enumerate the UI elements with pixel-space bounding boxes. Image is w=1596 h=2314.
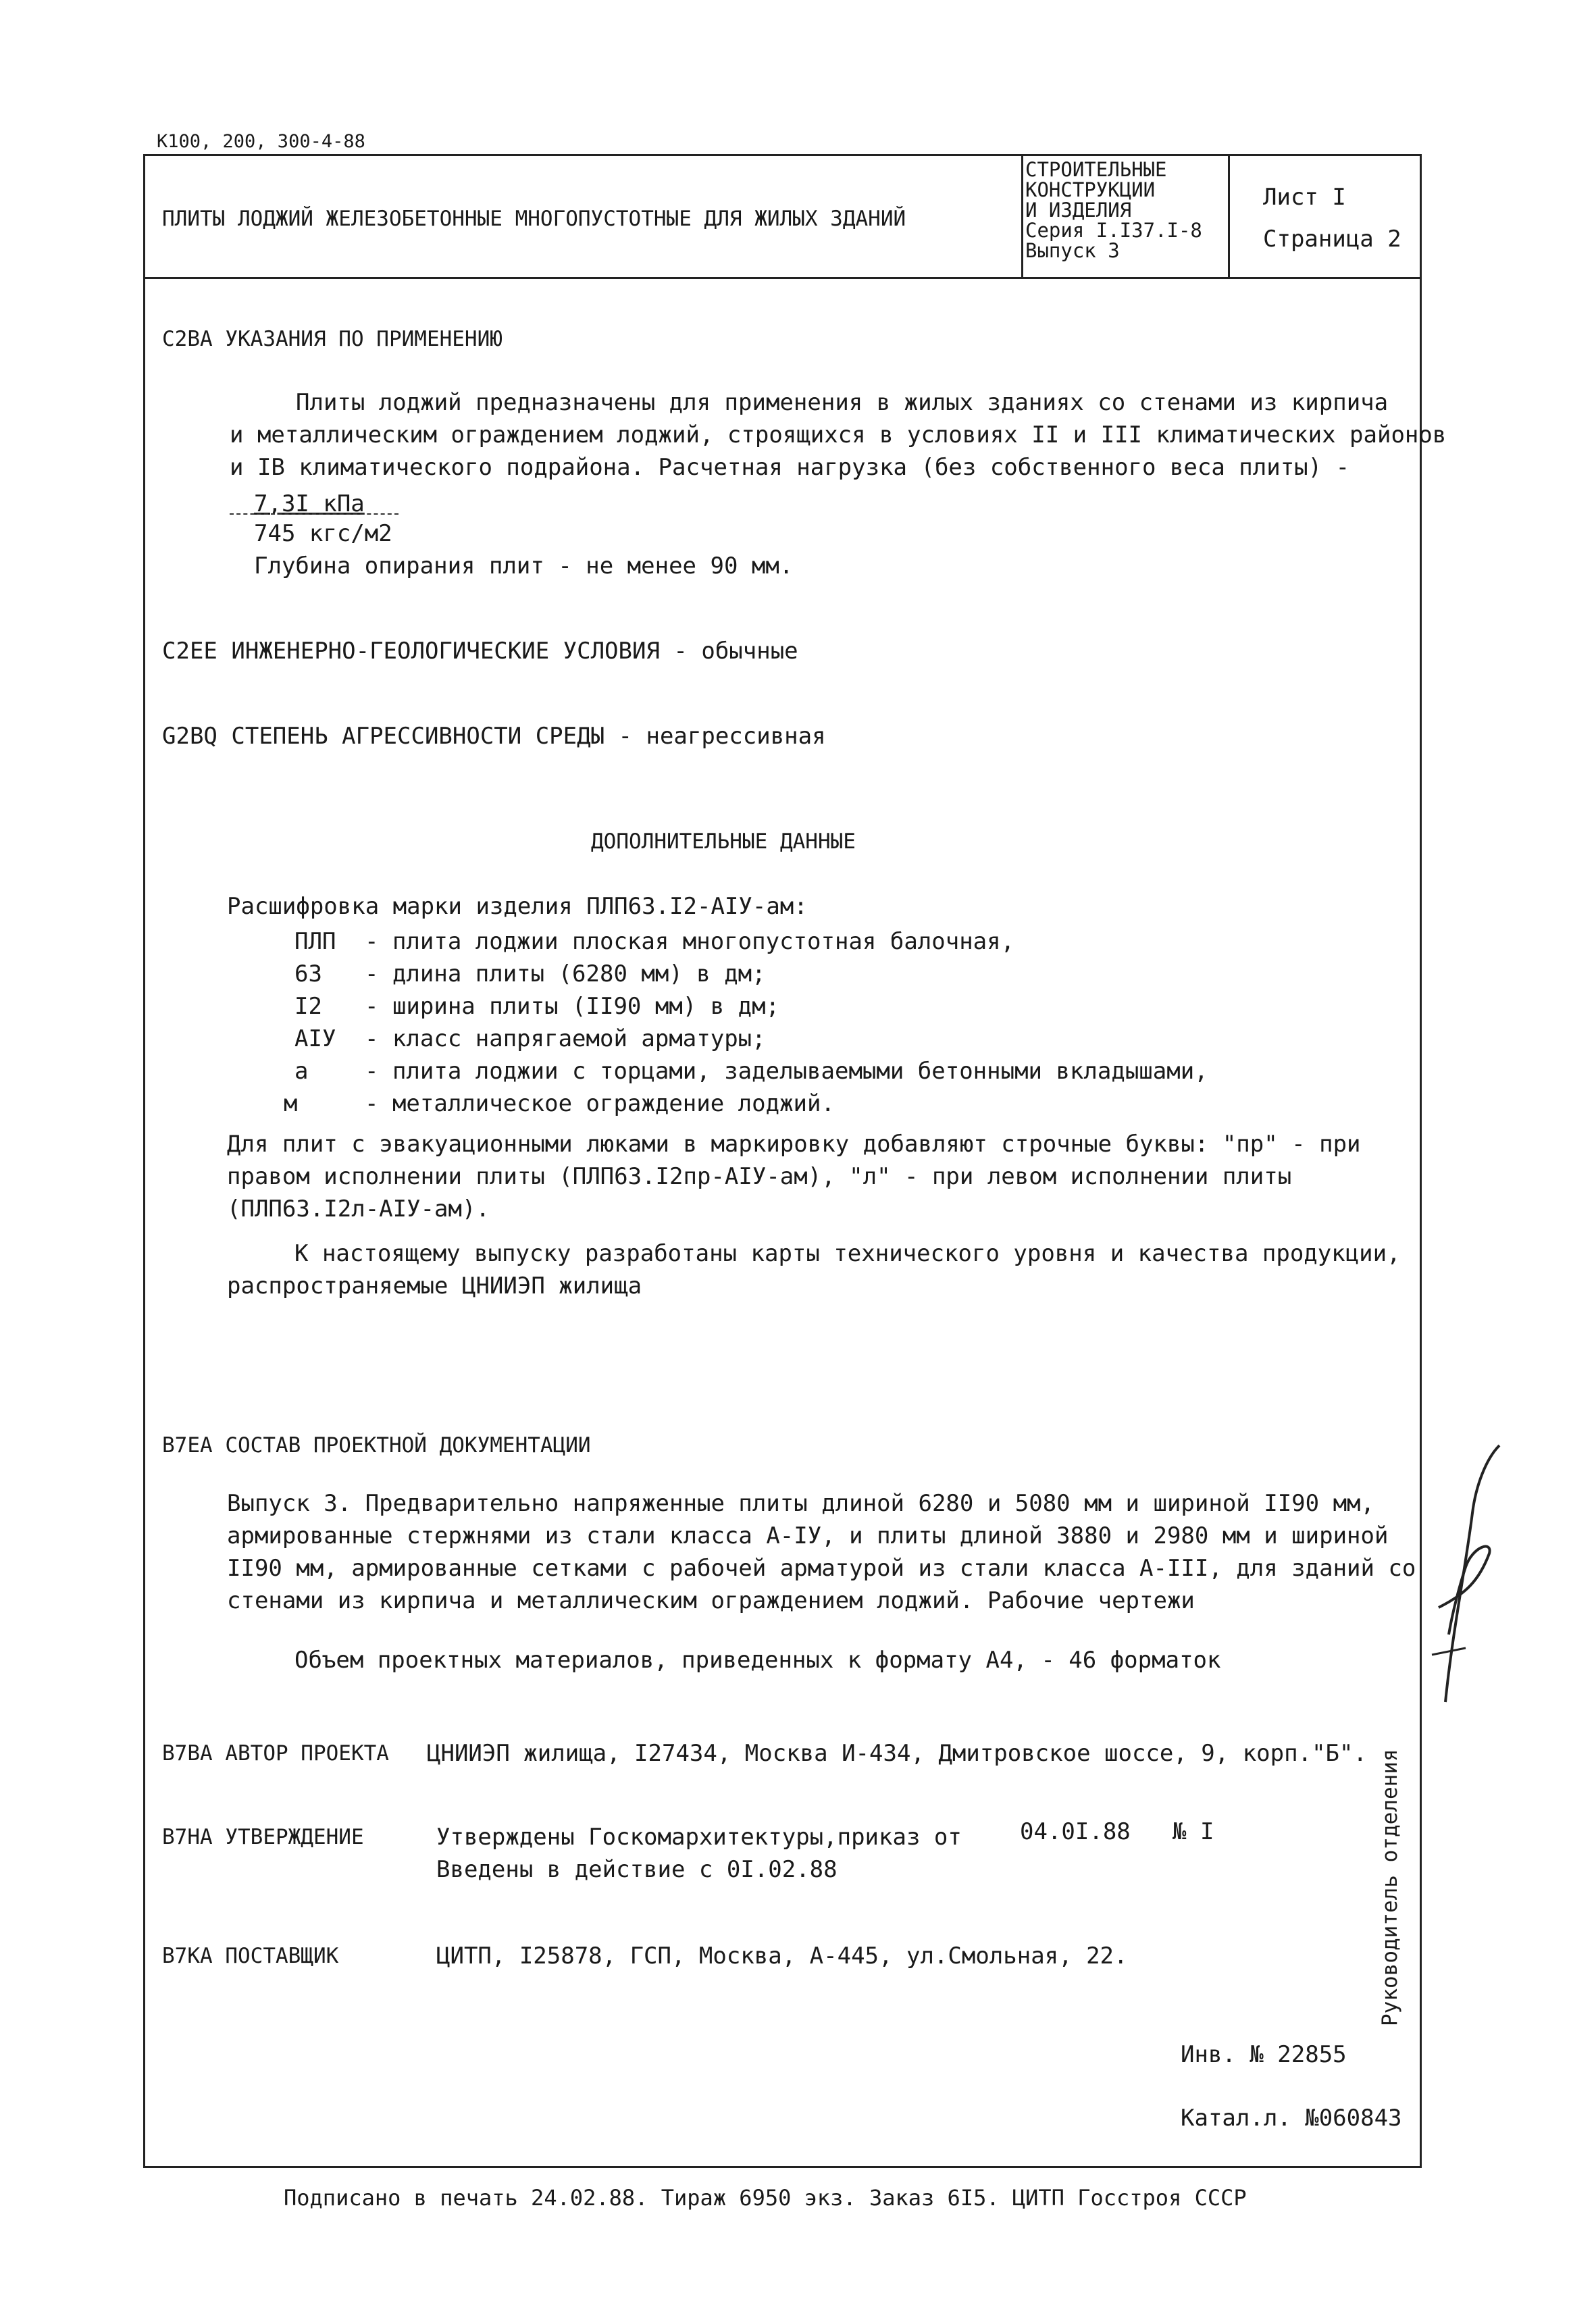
series-line-1: СТРОИТЕЛЬНЫЕ: [1025, 158, 1167, 181]
page-number: Страница 2: [1263, 226, 1401, 253]
mark-key-1: ПЛП: [294, 928, 336, 955]
usage-line-3: и IВ климатического подрайона. Расчетная нагрузка (без собственного веса плиты) -: [230, 454, 1350, 481]
approval-line-2: Введены в действие с 0I.02.88: [436, 1856, 838, 1883]
approval-number: № I: [1173, 1818, 1214, 1845]
aggr-title: СТЕПЕНЬ АГРЕССИВНОСТИ СРЕДЫ: [231, 723, 605, 750]
mark-key-6: м: [284, 1090, 298, 1117]
mark-text-4: - класс напрягаемой арматуры;: [365, 1025, 766, 1052]
header-divider: [143, 277, 1422, 279]
approval-title: УТВЕРЖДЕНИЕ: [225, 1825, 364, 1849]
composition-line-1: Выпуск 3. Предварительно напряженные плиты длиной 6280 и 5080 мм и шириной II90 мм,: [227, 1490, 1374, 1517]
header-vline-1: [1021, 154, 1023, 278]
mark-key-4: АIУ: [294, 1025, 336, 1052]
inventory-number: Инв. № 22855: [1181, 2041, 1347, 2068]
composition-line-2: армированные стержнями из стали класса А-IУ, и плиты длиной 3880 и 2980 мм и шириной: [227, 1522, 1389, 1549]
load-kgs: 745 кгс/м2: [254, 520, 392, 547]
series-line-3: И ИЗДЕЛИЯ: [1025, 199, 1132, 222]
mark-text-2: - длина плиты (6280 мм) в дм;: [365, 960, 766, 987]
series-line-2: КОНСТРУКЦИИ: [1025, 178, 1156, 201]
header-title: ПЛИТЫ ЛОДЖИЙ ЖЕЛЕЗОБЕТОННЫЕ МНОГОПУСТОТНЫЕ ДЛЯ ЖИЛЫХ ЗДАНИЙ: [162, 207, 906, 231]
side-note: Руководитель отделения: [1378, 1749, 1402, 2026]
usage-line-1: Плиты лоджий предназначены для применения в жилых зданиях со стенами из кирпича: [296, 389, 1389, 416]
composition-code: В7ЕА: [162, 1433, 213, 1458]
print-footer: Подписано в печать 24.02.88. Тираж 6950 экз. Заказ 6I5. ЦИТП Госстроя СССР: [284, 2185, 1247, 2211]
mark-text-1: - плита лоджии плоская многопустотная балочная,: [365, 928, 1015, 955]
author-value: ЦНИИЭП жилища, I27434, Москва И-434, Дмитровское шоссе, 9, корп."Б".: [427, 1740, 1367, 1767]
aggr-line: [162, 720, 826, 752]
usage-line-2: и металлическим ограждением лоджий, строящихся в условиях II и III климатических районов: [230, 421, 1447, 448]
approval-code: В7НА: [162, 1825, 213, 1849]
sheet-number: Лист I: [1263, 184, 1346, 211]
geo-value: - обычные: [673, 638, 798, 665]
catalog-number: Катал.л. №060843: [1181, 2105, 1402, 2132]
mark-key-3: I2: [294, 993, 322, 1020]
mark-text-6: - металлическое ограждение лоджий.: [365, 1090, 835, 1117]
aggr-value: - неагрессивная: [618, 723, 826, 750]
usage-code: С2ВА: [162, 327, 213, 351]
evac-line-1: Для плит с эвакуационными люками в маркировку добавляют строчные буквы: "пр" - при: [227, 1131, 1361, 1158]
author-code: В7ВА: [162, 1741, 213, 1766]
supplier-value: ЦИТП, I25878, ГСП, Москва, А-445, ул.Смольная, 22.: [436, 1943, 1128, 1970]
document-code: К100, 200, 300-4-88: [157, 131, 365, 152]
aggr-code: G2BQ: [162, 723, 217, 750]
usage-title: УКАЗАНИЯ ПО ПРИМЕНЕНИЮ: [225, 327, 503, 351]
series-block: [1025, 159, 1202, 261]
author-heading: [162, 1737, 389, 1770]
cards-line-2: распространяемые ЦНИИЭП жилища: [227, 1272, 642, 1300]
load-kpa: 7,3I кПа: [254, 490, 365, 517]
approval-date: 04.0I.88: [1020, 1818, 1131, 1845]
approval-heading: [162, 1821, 364, 1853]
geo-title: ИНЖЕНЕРНО-ГЕОЛОГИЧЕСКИЕ УСЛОВИЯ: [231, 638, 660, 665]
mark-key-2: 63: [294, 960, 322, 987]
approval-line-1: Утверждены Госкомархитектуры,приказ от: [436, 1824, 962, 1851]
supplier-heading: [162, 1940, 338, 1972]
composition-title: СОСТАВ ПРОЕКТНОЙ ДОКУМЕНТАЦИИ: [225, 1433, 591, 1458]
series-line-5: Выпуск 3: [1025, 239, 1120, 262]
header-vline-2: [1228, 154, 1230, 278]
composition-line-4: стенами из кирпича и металлическим ограждением лоджий. Рабочие чертежи: [227, 1587, 1195, 1614]
usage-heading: [162, 323, 503, 355]
supplier-title: ПОСТАВЩИК: [225, 1944, 339, 1968]
mark-key-5: а: [294, 1058, 309, 1085]
series-line-4: Серия I.I37.I-8: [1025, 219, 1202, 242]
cards-line-1: К настоящему выпуску разработаны карты технического уровня и качества продукции,: [294, 1240, 1401, 1267]
geo-line: [162, 635, 798, 667]
geo-code: С2ЕЕ: [162, 638, 217, 665]
mark-text-3: - ширина плиты (II90 мм) в дм;: [365, 993, 780, 1020]
author-title: АВТОР ПРОЕКТА: [225, 1741, 389, 1766]
fraction-line: [230, 513, 398, 515]
signature-image: [1425, 1432, 1506, 1716]
volume-line: Объем проектных материалов, приведенных к формату А4, - 46 форматок: [294, 1647, 1221, 1674]
composition-heading: [162, 1429, 591, 1462]
evac-line-2: правом исполнении плиты (ПЛП63.I2пр-АIУ-ам), "л" - при левом исполнении плиты: [227, 1163, 1292, 1190]
support-depth: Глубина опирания плит - не менее 90 мм.: [254, 552, 794, 580]
evac-line-3: (ПЛП63.I2л-АIУ-ам).: [227, 1195, 490, 1223]
supplier-code: В7КА: [162, 1944, 213, 1968]
mark-text-5: - плита лоджии с торцами, заделываемыми бетонными вкладышами,: [365, 1058, 1208, 1085]
extra-heading: ДОПОЛНИТЕЛЬНЫЕ ДАННЫЕ: [591, 829, 856, 854]
composition-line-3: II90 мм, армированные сетками с рабочей арматурой из стали класса А-III, для зданий со: [227, 1555, 1416, 1582]
extra-intro: Расшифровка марки изделия ПЛП63.I2-АIУ-ам:: [227, 893, 808, 920]
